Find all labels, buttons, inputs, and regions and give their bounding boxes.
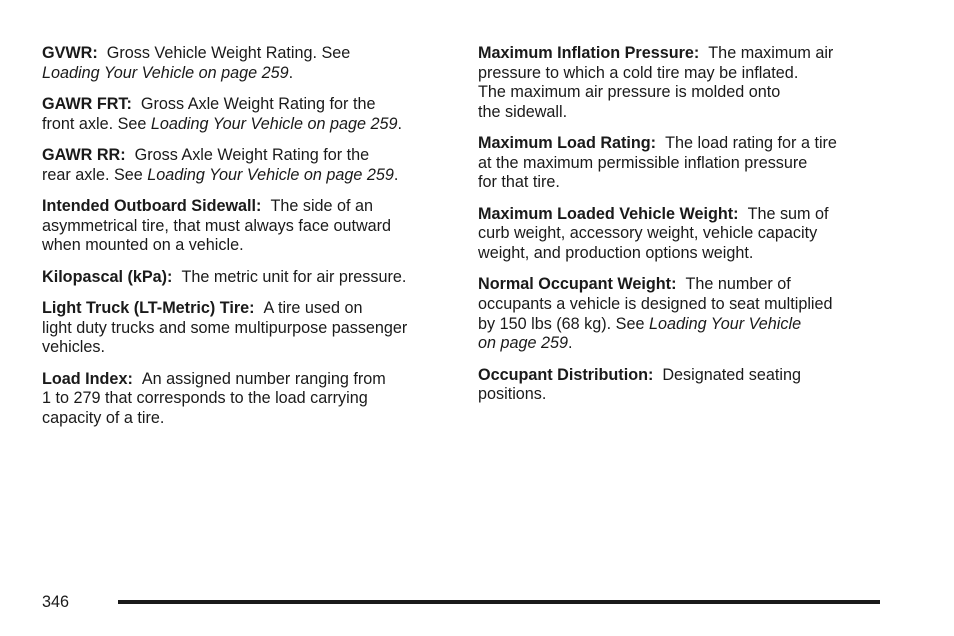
definition-text: Gross Axle Weight Rating for the (140, 94, 376, 113)
glossary-term: Light Truck (LT-Metric) Tire: (42, 298, 255, 317)
definition-text: 1 to 279 that corresponds to the load carrying (42, 389, 368, 408)
entry-line (478, 44, 888, 64)
glossary-entry (42, 299, 452, 358)
definition-text: The metric unit for air pressure. (181, 267, 407, 286)
definition-text: occupants a vehicle is designed to seat multiplied (478, 294, 833, 313)
definition-text: front axle. See (42, 114, 151, 133)
definition-text: The side of an (270, 196, 374, 215)
definition-text: An assigned number ranging from (141, 369, 386, 388)
glossary-term: Kilopascal (kPa): (42, 267, 173, 286)
glossary-term: GVWR: (42, 44, 98, 62)
glossary-term: Maximum Loaded Vehicle Weight: (478, 204, 739, 223)
glossary-entry (478, 205, 888, 264)
entry-line (42, 389, 452, 409)
entry-line (478, 205, 888, 225)
glossary-term: GAWR FRT: (42, 94, 132, 113)
definition-text: light duty trucks and some multipurpose passenger (42, 318, 408, 337)
glossary-term: Load Index: (42, 369, 133, 388)
glossary-entry (42, 197, 452, 256)
entry-line (42, 338, 452, 358)
entry-line (42, 115, 452, 135)
glossary-term: Normal Occupant Weight: (478, 275, 677, 294)
punctuation: . (393, 165, 399, 184)
glossary-right-column (478, 44, 888, 416)
definition-text: the sidewall. (478, 102, 568, 121)
page-reference: Loading Your Vehicle on page 259 (150, 114, 398, 133)
definition-text: pressure to which a cold tire may be inflated. (478, 63, 799, 82)
page-number: 346 (42, 593, 70, 611)
entry-line (478, 134, 888, 154)
footer-rule (118, 600, 880, 604)
entry-line (478, 366, 888, 386)
glossary-entry (42, 268, 452, 288)
entry-line (42, 370, 452, 390)
definition-text: rear axle. See (42, 165, 148, 184)
entry-line (42, 197, 452, 217)
definition-text: The load rating for a tire (665, 134, 837, 153)
entry-line (478, 385, 888, 405)
definition-text: The sum of (747, 204, 829, 223)
glossary-term: Occupant Distribution: (478, 365, 654, 384)
glossary-entry (42, 95, 452, 134)
entry-line (478, 244, 888, 264)
definition-text: positions. (478, 385, 547, 404)
definition-text: Gross Axle Weight Rating for the (134, 145, 370, 164)
page-reference: on page 259 (478, 334, 569, 353)
glossary-term: Maximum Load Rating: (478, 134, 657, 153)
definition-text: The number of (685, 275, 791, 294)
definition-text: The maximum air (708, 44, 834, 62)
entry-line (42, 409, 452, 429)
glossary-entry (478, 134, 888, 193)
entry-line (478, 275, 888, 295)
entry-line (42, 217, 452, 237)
definition-text: Gross Vehicle Weight Rating. See (106, 44, 351, 62)
punctuation: . (568, 334, 573, 353)
definition-text: The maximum air pressure is molded onto (478, 83, 781, 102)
page-reference: Loading Your Vehicle (648, 314, 802, 333)
entry-line (478, 334, 888, 354)
definition-text: A tire used on (263, 298, 363, 317)
glossary-entry (42, 370, 452, 429)
punctuation: . (288, 63, 294, 82)
definition-text: by 150 lbs (68 kg). See (478, 314, 649, 333)
entry-line (42, 236, 452, 256)
glossary-term: GAWR RR: (42, 145, 126, 164)
entry-line (478, 154, 888, 174)
entry-line (42, 146, 452, 166)
entry-line (478, 103, 888, 123)
definition-text: at the maximum permissible inflation pressure (478, 153, 808, 172)
glossary-entry (478, 44, 888, 122)
page-reference: Loading Your Vehicle on page 259 (42, 63, 289, 82)
definition-text: for that tire. (478, 173, 560, 192)
definition-text: when mounted on a vehicle. (42, 236, 244, 255)
glossary-entry (478, 275, 888, 353)
glossary-left-column (42, 44, 452, 440)
definition-text: weight, and production options weight. (478, 243, 754, 262)
entry-line (42, 319, 452, 339)
entry-line (478, 173, 888, 193)
definition-text: capacity of a tire. (42, 408, 165, 427)
entry-line (42, 64, 452, 84)
glossary-term: Maximum Inflation Pressure: (478, 44, 700, 62)
entry-line (478, 64, 888, 84)
page-reference: Loading Your Vehicle on page 259 (147, 165, 394, 184)
glossary-entry (42, 146, 452, 185)
entry-line (478, 315, 888, 335)
entry-line (478, 83, 888, 103)
entry-line (42, 268, 452, 288)
entry-line (42, 95, 452, 115)
entry-line (42, 166, 452, 186)
definition-text: curb weight, accessory weight, vehicle capacity (478, 224, 818, 243)
entry-line (478, 295, 888, 315)
entry-line (42, 299, 452, 319)
entry-line (478, 224, 888, 244)
glossary-term: Intended Outboard Sidewall: (42, 196, 262, 215)
definition-text: Designated seating (662, 365, 801, 384)
glossary-entry (478, 366, 888, 405)
entry-line (42, 44, 452, 64)
punctuation: . (397, 114, 403, 133)
glossary-entry (42, 44, 452, 83)
definition-text: vehicles. (42, 338, 105, 357)
definition-text: asymmetrical tire, that must always face outward (42, 216, 392, 235)
